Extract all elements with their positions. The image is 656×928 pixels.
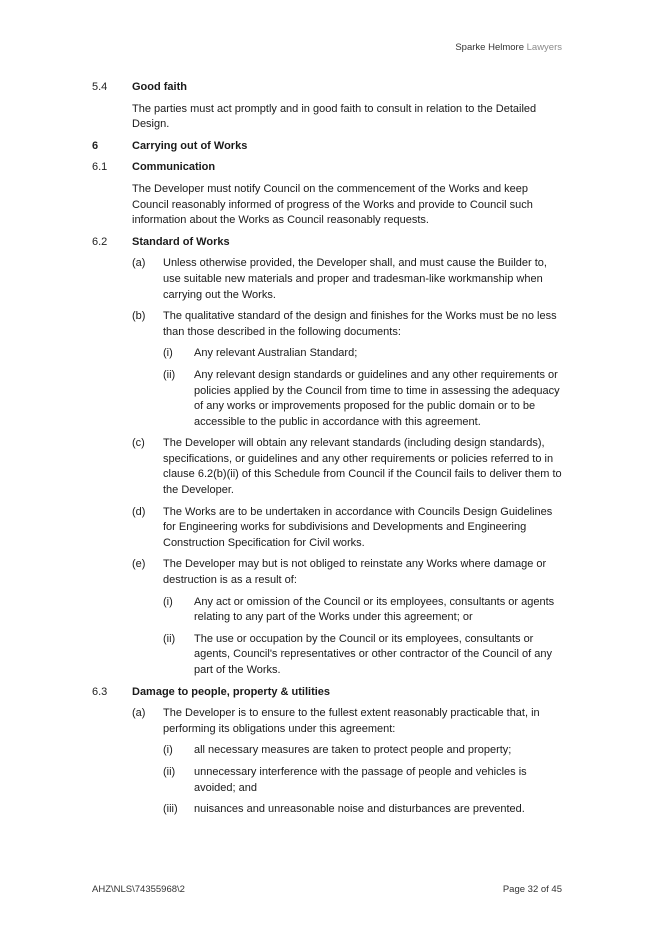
clause-6-2-b	[92, 309, 562, 340]
document-body	[92, 80, 562, 824]
clause-label: (a)	[132, 707, 146, 720]
clause-text: The Developer is to ensure to the fullest extent reasonably practicable that, in performing its obligations under this agreement:	[163, 707, 540, 735]
clause-6-2-b-i	[92, 346, 562, 362]
section-number: 5.4	[92, 81, 108, 93]
clause-label: (iii)	[163, 803, 178, 816]
clause-label: (i)	[163, 744, 173, 757]
clause-label: (ii)	[163, 765, 176, 778]
section-number: 6.1	[92, 161, 108, 174]
section-6-2-heading	[92, 235, 562, 251]
section-6-1-heading	[92, 160, 562, 176]
clause-label: (b)	[132, 310, 146, 323]
clause-text: The Developer may but is not obliged to reinstate any Works where damage or destruction is as a result of:	[163, 558, 547, 587]
clause-text: Any relevant Australian Standard;	[194, 347, 358, 360]
section-5-4-text: The parties must act promptly and in good faith to consult in relation to the Detailed Design.	[132, 102, 537, 131]
section-title: Communication	[132, 161, 216, 174]
section-title: Damage to people, property & utilities	[132, 685, 331, 698]
firm-subtitle: Lawyers	[526, 42, 562, 53]
clause-text: all necessary measures are taken to protect people and property;	[194, 744, 512, 757]
firm-name: Sparke Helmore	[455, 42, 524, 53]
clause-6-2-e-ii	[92, 632, 562, 679]
clause-6-3-a	[92, 706, 562, 737]
section-title: Carrying out of Works	[132, 139, 248, 152]
clause-text: The qualitative standard of the design and finishes for the Works must be no less than those described in the following documents:	[163, 310, 557, 338]
clause-text: Any relevant design standards or guidelines and any other requirements or policies applied by the Council from time to time in assessing the adequacy of any works or improvements proposed for the public domain or to be accessible to the public in accordance with this agreement.	[194, 368, 560, 428]
section-title: Standard of Works	[132, 235, 230, 248]
clause-label: (c)	[132, 437, 145, 450]
clause-label: (i)	[163, 347, 173, 360]
section-title: Good faith	[132, 81, 187, 93]
clause-label: (e)	[132, 558, 146, 571]
clause-6-2-a	[92, 256, 562, 303]
section-6-1-text: The Developer must notify Council on the commencement of the Works and keep Council reasonably informed of progress of the Works and provide to Council such information about the Works as Council reasonably requests.	[132, 182, 533, 227]
page-header	[455, 42, 562, 53]
section-6-heading	[92, 139, 562, 155]
clause-text: unnecessary interference with the passage of people and vehicles is avoided; and	[194, 765, 527, 794]
clause-6-2-e-i	[92, 595, 562, 626]
clause-6-2-b-ii	[92, 368, 562, 430]
clause-text: The Works are to be undertaken in accordance with Councils Design Guidelines for Engineering works for subdivisions and Developments and Engineering Construction Specification for Civil works.	[163, 505, 553, 549]
document-reference: AHZ\NLS\74355968\2	[92, 884, 185, 895]
clause-label: (ii)	[163, 368, 176, 381]
page-number: Page 32 of 45	[502, 884, 562, 895]
clause-6-3-a-iii	[92, 802, 562, 818]
section-5-4-heading	[92, 80, 562, 96]
clause-text: The Developer will obtain any relevant standards (including design standards), specifications, or guidelines and any other requirements or policies referred to in clause 6.2(b)(ii) of this Schedule from Council if the Council fails to deliver them to the Developer.	[163, 437, 562, 497]
clause-label: (d)	[132, 505, 146, 518]
section-6-3-heading	[92, 685, 562, 701]
page-footer	[92, 884, 562, 895]
clause-6-2-e	[92, 557, 562, 588]
clause-text: Any act or omission of the Council or its employees, consultants or agents relating to any part of the Works under this agreement; or	[194, 595, 555, 624]
section-number: 6.2	[92, 235, 108, 248]
clause-label: (a)	[132, 257, 146, 270]
clause-6-3-a-i	[92, 743, 562, 759]
section-number: 6.3	[92, 685, 108, 698]
clause-text: Unless otherwise provided, the Developer shall, and must cause the Builder to, use suitable new materials and proper and tradesman-like workmanship when carrying out the Works.	[163, 257, 547, 301]
clause-text: nuisances and unreasonable noise and disturbances are prevented.	[194, 803, 525, 816]
clause-6-2-c	[92, 436, 562, 498]
section-number: 6	[92, 139, 99, 152]
clause-6-2-d	[92, 505, 562, 552]
clause-label: (i)	[163, 595, 173, 608]
clause-6-3-a-ii	[92, 765, 562, 796]
clause-label: (ii)	[163, 632, 176, 645]
clause-text: The use or occupation by the Council or its employees, consultants or agents, Council's representatives or other contractor of the Council of any part of the Works.	[194, 632, 552, 676]
